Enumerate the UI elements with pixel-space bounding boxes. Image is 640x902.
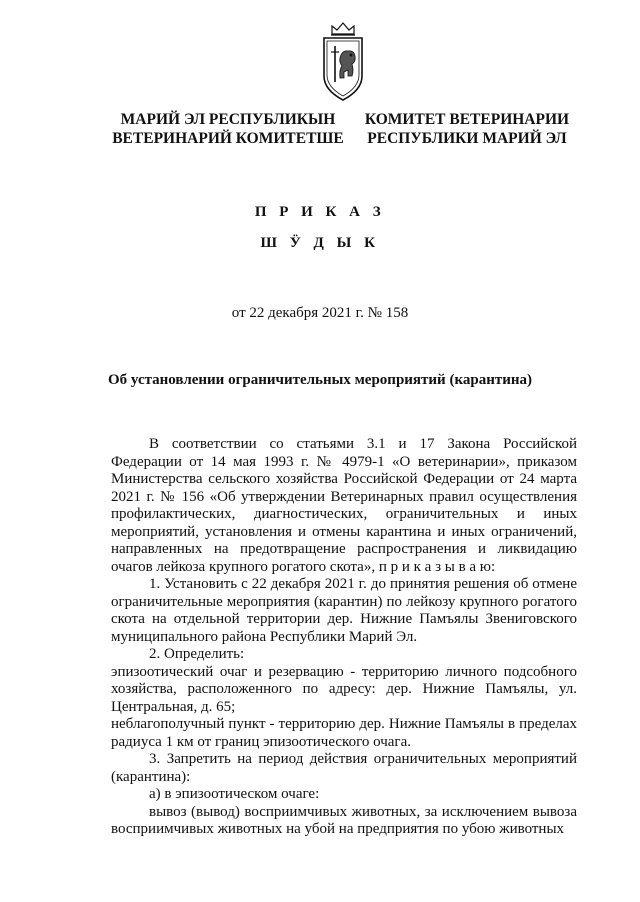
paragraph-item-3: 3. Запретить на период действия ограничительных мероприятий (карантина): <box>111 751 577 785</box>
doc-type-russian: П Р И К А З <box>254 204 386 220</box>
order-body <box>111 436 577 839</box>
doc-type-mari: Ш Ӱ Д Ы К <box>260 235 380 251</box>
header-org-russian <box>364 110 570 148</box>
paragraph-item-1: 1. Установить с 22 декабря 2021 г. до принятия решения об отмене ограничительные мероприятия (карантин) по лейкозу крупного рогатого скота на отдельной территории дер. Нижние Памъялы Звениговского муниципального района Республики Марий Эл. <box>111 576 577 645</box>
header-right-line2: РЕСПУБЛИКИ МАРИЙ ЭЛ <box>367 130 567 147</box>
header-org-mari <box>112 110 344 148</box>
order-title: Об установлении ограничительных мероприятий (карантина) <box>107 372 532 388</box>
paragraph-focus-definition: эпизоотический очаг и резервацию - территорию личного подсобного хозяйства, расположенного по адресу: дер. Нижние Памъялы, ул. Центральная, д. 65; <box>111 663 577 715</box>
header-left-line1: МАРИЙ ЭЛ РЕСПУБЛИКЫН <box>120 111 336 128</box>
header-right-line1: КОМИТЕТ ВЕТЕРИНАРИИ <box>364 111 570 128</box>
header-left-line2: ВЕТЕРИНАРИЙ КОМИТЕТШЕ <box>112 130 344 147</box>
paragraph-item-2: 2. Определить: <box>149 646 245 662</box>
order-date-number: от 22 декабря 2021 г. № 158 <box>231 305 409 321</box>
paragraph-preamble: В соответствии со статьями 3.1 и 17 Закона Российской Федерации от 14 мая 1993 г. № 4979-1 «О ветеринарии», приказом Министерства сельского хозяйства Российской Федерации от 24 марта 2021 г. № 156 «Об утверждении Ветеринарных правил осуществления профилактических, диагностических, ограничительных и иных мероприятий, установления и отмены карантина и иных ограничений, направленных на предотвращение распространения и ликвидацию очагов лейкоза крупного рогатого скота», п р и к а з ы в а ю: <box>111 436 577 575</box>
paragraph-subitem-a: а) в эпизоотическом очаге: <box>149 786 320 802</box>
coat-of-arms-icon <box>318 20 368 106</box>
paragraph-unsafe-point: неблагополучный пункт - территорию дер. Нижние Памъялы в пределах радиуса 1 км от границ эпизоотического очага. <box>111 716 577 750</box>
paragraph-export-ban: вывоз (вывод) восприимчивых животных, за исключением вывоза восприимчивых животных на убой на предприятия по убою животных <box>111 803 577 837</box>
